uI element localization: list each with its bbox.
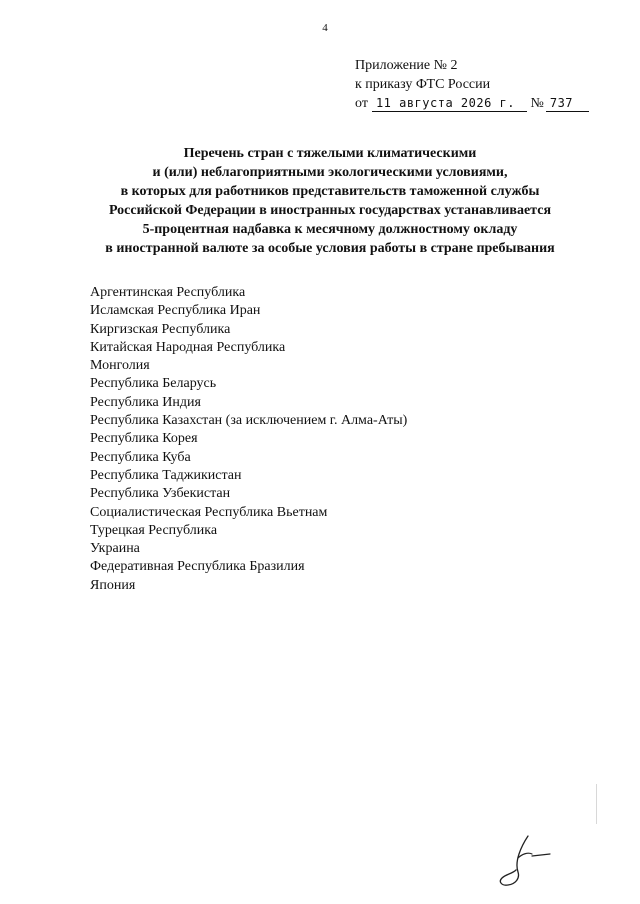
country-item: Социалистическая Республика Вьетнам [90,504,328,520]
country-item: Украина [90,541,140,557]
country-item: Республика Куба [90,449,191,465]
heading-line: 5-процентная надбавка к месячному должностному окладу [142,222,518,237]
country-item: Исламская Республика Иран [90,303,261,319]
appendix-order-ref: к приказу ФТС России [355,77,491,92]
date-prefix: от [355,96,368,111]
handwritten-signature-icon [488,830,558,890]
number-prefix: № [530,96,544,111]
country-item: Турецкая Республика [90,522,218,538]
document-heading [40,144,620,258]
order-date-value: 11 августа 2026 г. [372,96,527,112]
country-item: Республика Узбекистан [90,486,231,502]
country-item: Республика Казахстан (за исключением г. Алма-Аты) [90,413,408,429]
country-item: Аргентинская Республика [90,285,246,300]
heading-line: Российской Федерации в иностранных государствах устанавливается [108,203,552,218]
heading-line: и (или) неблагоприятными экологическими условиями, [152,165,508,180]
appendix-title: Приложение № 2 [355,58,458,73]
country-item: Республика Индия [90,394,201,410]
country-item: Республика Корея [90,431,198,447]
country-list [90,284,590,595]
country-item: Китайская Народная Республика [90,339,286,355]
heading-line: в иностранной валюте за особые условия работы в стране пребывания [105,241,555,256]
country-item: Республика Беларусь [90,376,217,392]
appendix-reference [355,56,615,113]
heading-line: в которых для работников представительств таможенной службы [120,184,540,199]
country-item: Федеративная Республика Бразилия [90,559,305,575]
heading-line: Перечень стран с тяжелыми климатическими [183,146,477,161]
country-item: Япония [90,577,136,593]
page-number: 4 [322,22,328,34]
order-date-line [355,94,615,113]
country-item: Киргизская Республика [90,321,231,337]
country-item: Республика Таджикистан [90,467,242,483]
order-number-value: 737 [546,96,589,112]
country-item: Монголия [90,358,150,374]
margin-mark [596,784,597,824]
